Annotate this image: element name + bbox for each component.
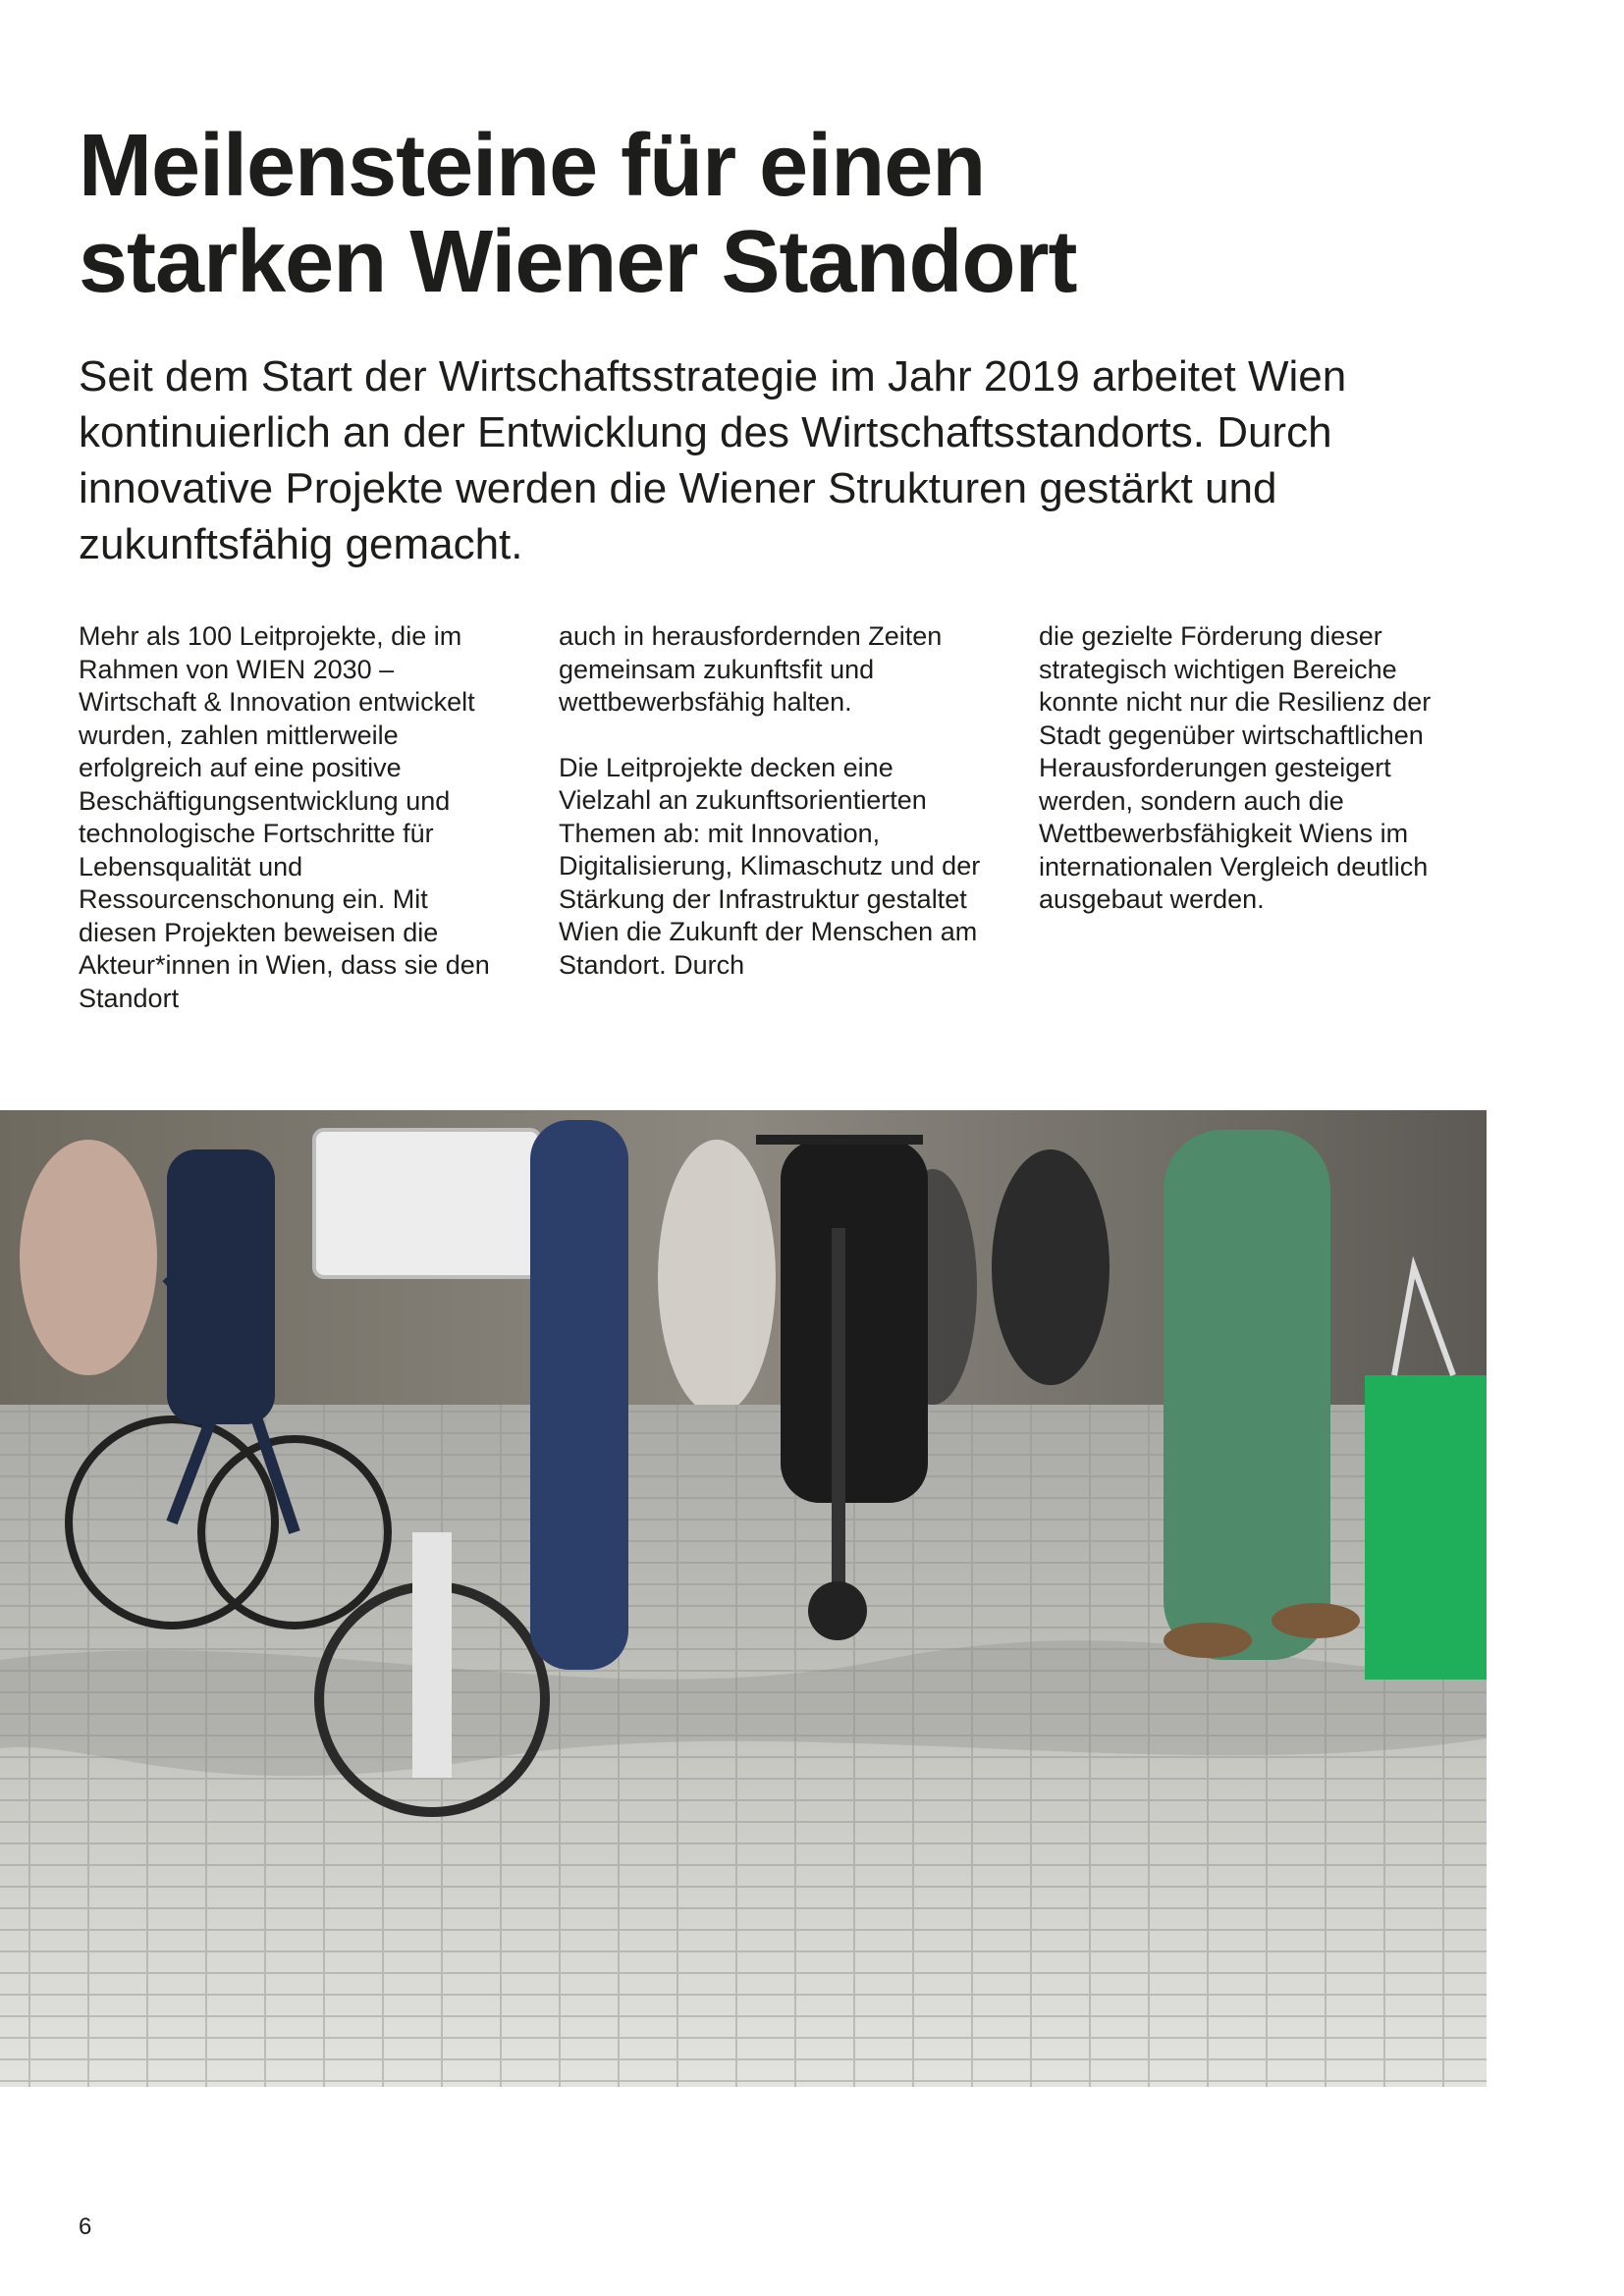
column-paragraph: Mehr als 100 Leitprojekte, die im Rahmen von WIEN 2030 – Wirtschaft & Innovation entwickelt wurden, zahlen mittlerweile erfolgreich auf eine positive Beschäftigungsentwicklung und technologische Fortschritte für Lebensqualität und Ressourcenschonung ein. Mit diesen Projekten beweisen die Akteur*innen in Wien, dass sie den Standort [79, 621, 490, 1013]
lead-paragraph: Seit dem Start der Wirtschaftsstrategie im Jahr 2019 arbeitet Wien kontinuierlich an der Entwicklung des Wirtschaftsstandorts. Durch innovative Projekte werden die Wiener Strukturen gestärkt und zukunftsfähig gemacht. [79, 352, 1347, 568]
street-photo [0, 1110, 1487, 2087]
column-paragraph: auch in herausfordernden Zeiten gemeinsam zukunftsfit und wettbewerbsfähig halten. [559, 621, 943, 717]
text-column-1 [79, 620, 511, 1047]
column-paragraph: die gezielte Förderung dieser strategisch wichtigen Bereiche konnte nicht nur die Resilienz der Stadt gegenüber wirtschaftlichen Herausforderungen gesteigert werden, sondern auch die Wettbewerbsfähigkeit Wiens im internationalen Vergleich deutlich ausgebaut werden. [1039, 621, 1432, 914]
text-column-2 [559, 620, 991, 1014]
title-line-2: starken Wiener Standort [79, 213, 1077, 311]
column-paragraph: Die Leitprojekte decken eine Vielzahl an zukunftsorientierten Themen ab: mit Innovation, Digitalisierung, Klimaschutz und der Stärkung der Infrastruktur gestaltet Wien die Zukunft der Menschen am Standort. Durch [559, 752, 981, 980]
page-title [79, 118, 1453, 310]
title-line-1: Meilensteine für einen [79, 117, 986, 215]
text-column-3 [1039, 620, 1471, 949]
page-number: 6 [79, 2214, 92, 2240]
